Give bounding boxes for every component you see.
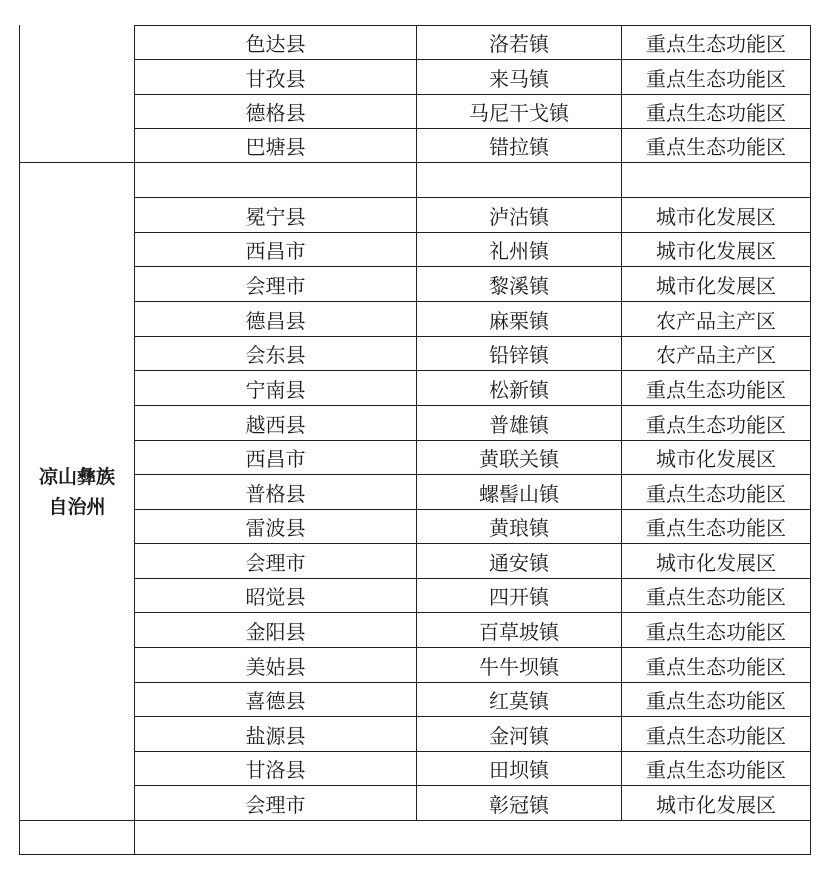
county-cell: 美姑县 [245, 654, 306, 679]
zone-type-cell: 城市化发展区 [656, 273, 776, 298]
zone-type-cell: 重点生态功能区 [646, 412, 786, 437]
town-cell: 松新镇 [489, 377, 549, 402]
town-cell: 普雄镇 [489, 412, 549, 437]
zone-type-cell: 农产品主产区 [656, 343, 776, 367]
zone-type-cell: 重点生态功能区 [646, 585, 786, 609]
town-cell: 黄琅镇 [489, 516, 549, 540]
town-cell: 洛若镇 [489, 32, 549, 56]
county-cell: 金阳县 [245, 619, 306, 644]
bottom-row-content [135, 821, 810, 854]
town-cell: 铅锌镇 [489, 343, 549, 367]
zone-type-cell: 重点生态功能区 [646, 516, 786, 540]
town-cell: 彰冠镇 [489, 792, 549, 817]
town-cell: 螺髻山镇 [479, 481, 559, 506]
zone-type-cell: 重点生态功能区 [646, 377, 786, 402]
county-cell: 甘洛县 [245, 758, 306, 782]
zone-type-cell: 农产品主产区 [656, 308, 776, 333]
county-cell [135, 163, 416, 197]
zone-type-cell: 城市化发展区 [656, 550, 776, 575]
zone-type-cell: 城市化发展区 [656, 204, 776, 229]
zone-type-cell: 重点生态功能区 [646, 758, 786, 782]
zone-type-cell: 城市化发展区 [656, 447, 776, 471]
town-cell: 马尼干戈镇 [469, 101, 569, 125]
zone-type-cell: 重点生态功能区 [646, 619, 786, 644]
county-cell: 会理市 [245, 550, 306, 575]
town-cell: 黎溪镇 [489, 273, 549, 298]
zone-type-cell: 城市化发展区 [656, 792, 776, 817]
region-cell-liangshan [19, 163, 135, 820]
region-name-line2: 自治州 [48, 495, 106, 518]
town-cell: 错拉镇 [489, 135, 549, 159]
town-cell: 百草坡镇 [479, 619, 559, 644]
zone-type-cell: 重点生态功能区 [646, 101, 786, 125]
town-cell: 麻栗镇 [489, 308, 549, 333]
county-cell: 会理市 [245, 273, 306, 298]
town-cell: 金河镇 [489, 723, 549, 748]
town-cell: 通安镇 [489, 550, 549, 575]
town-cell [417, 163, 621, 197]
zone-type-cell: 城市化发展区 [656, 239, 776, 263]
zone-type-cell [622, 163, 810, 197]
county-cell: 甘孜县 [245, 66, 306, 91]
town-cell: 泸沽镇 [489, 204, 549, 229]
zone-type-cell: 重点生态功能区 [646, 135, 786, 159]
county-cell: 巴塘县 [245, 135, 306, 159]
county-cell: 宁南县 [245, 377, 306, 402]
county-cell: 盐源县 [245, 723, 306, 748]
county-cell: 越西县 [245, 412, 306, 437]
county-cell: 西昌市 [245, 447, 306, 471]
county-cell: 德格县 [245, 101, 306, 125]
county-cell: 色达县 [245, 32, 306, 56]
county-cell: 冕宁县 [245, 204, 306, 229]
town-cell: 来马镇 [489, 66, 549, 91]
town-cell: 礼州镇 [489, 239, 549, 263]
region-name-line1: 凉山彝族 [38, 465, 115, 488]
zone-type-cell: 重点生态功能区 [646, 689, 786, 713]
town-cell: 黄联关镇 [479, 447, 559, 471]
zone-type-cell: 重点生态功能区 [646, 723, 786, 748]
town-cell: 四开镇 [489, 585, 549, 609]
zone-type-cell: 重点生态功能区 [646, 66, 786, 91]
town-cell: 红莫镇 [489, 689, 549, 713]
county-cell: 西昌市 [245, 239, 306, 263]
town-cell: 田坝镇 [489, 758, 549, 782]
county-cell: 会理市 [245, 792, 306, 817]
county-cell: 昭觉县 [245, 585, 306, 609]
county-cell: 会东县 [245, 343, 306, 367]
region-cell-bottom [19, 821, 135, 854]
county-cell: 喜德县 [245, 689, 306, 713]
region-cell-top [19, 26, 135, 162]
row-line [19, 854, 811, 855]
zone-type-cell: 重点生态功能区 [646, 32, 786, 56]
county-cell: 德昌县 [245, 308, 306, 333]
zone-type-cell: 重点生态功能区 [646, 654, 786, 679]
county-cell: 普格县 [245, 481, 306, 506]
county-cell: 雷波县 [245, 516, 306, 540]
town-cell: 牛牛坝镇 [479, 654, 559, 679]
zone-type-cell: 重点生态功能区 [646, 481, 786, 506]
